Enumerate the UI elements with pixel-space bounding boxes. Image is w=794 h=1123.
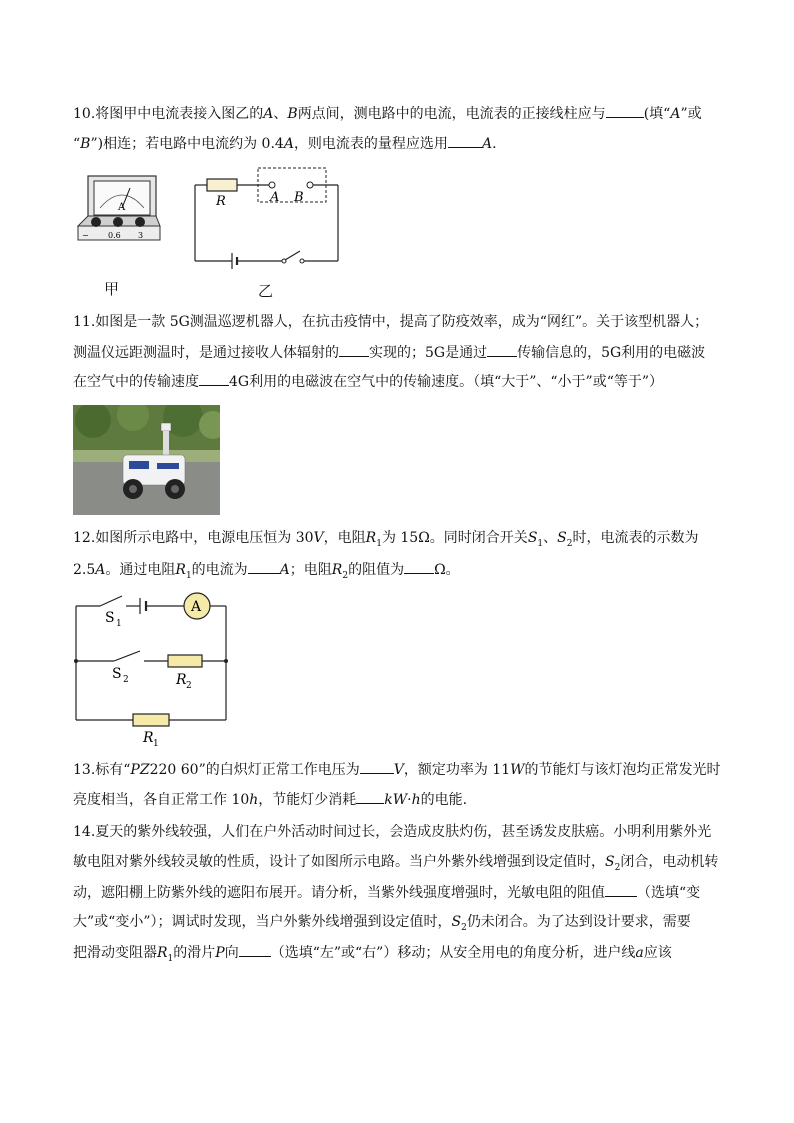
q14-line-1 bbox=[73, 822, 711, 842]
q12-text: R bbox=[365, 530, 377, 546]
q14-text: 2 bbox=[461, 922, 467, 933]
q13-text: 的节能灯与该灯泡均正常发光时 bbox=[524, 762, 721, 778]
meter-letter: A bbox=[118, 202, 126, 213]
q14-text: 把滑动变阻器 bbox=[73, 945, 157, 961]
answer-blank[interactable] bbox=[487, 342, 517, 357]
q13-text: ，额定功率为 11 bbox=[403, 762, 511, 778]
answer-blank[interactable] bbox=[339, 342, 369, 357]
q13-line-1 bbox=[73, 759, 721, 780]
switch-s1-label: S bbox=[105, 610, 115, 626]
q13-text: 13.标有“ bbox=[73, 762, 131, 778]
q12-circuit-figure bbox=[70, 590, 235, 750]
q14-text: S bbox=[451, 914, 462, 930]
q10-line-2 bbox=[73, 133, 497, 154]
q11-line-2 bbox=[73, 342, 705, 363]
resistor-r1-sub: 1 bbox=[153, 739, 159, 749]
q12-text: 为 15Ω。同时闭合开关 bbox=[381, 530, 528, 546]
q11-line-1 bbox=[73, 312, 708, 332]
q13-text: 220 60”的白炽灯正常工作电压为 bbox=[149, 762, 360, 778]
q10-text: A bbox=[283, 136, 294, 152]
q14-text: 动，遮阳棚上防紫外线的遮阳布展开。请分析，当紫外线强度增强时，光敏电阻的阻值 bbox=[73, 885, 605, 901]
q12-text: S bbox=[557, 530, 567, 546]
q11-text: 在空气中的传输速度 bbox=[73, 374, 199, 390]
q12-text: R bbox=[331, 562, 343, 578]
q13-text: 亮度相当，各自正常工作 10 bbox=[73, 792, 250, 808]
q12-text: ，电阻 bbox=[323, 530, 366, 546]
switch-s1-sub: 1 bbox=[116, 619, 122, 629]
q13-text: ，节能灯少消耗 bbox=[258, 792, 357, 808]
q12-line-1 bbox=[73, 528, 698, 554]
q14-text: 14.夏天的紫外线较强，人们在户外活动时间过长，会造成皮肤灼伤，甚至诱发皮肤癌。小明利用紫外光 bbox=[73, 824, 712, 840]
q13-text: V bbox=[393, 762, 404, 778]
q10-text: 10.将图甲中电流表接入图乙的 bbox=[73, 106, 264, 122]
q12-text: 1 bbox=[376, 538, 382, 549]
q14-text: 的滑片 bbox=[173, 945, 216, 961]
q11-text: 实现的；5G是通过 bbox=[369, 345, 488, 361]
q12-text: A bbox=[279, 562, 290, 578]
q12-text: 12.如图所示电路中，电源电压恒为 30 bbox=[73, 530, 314, 546]
q11-text: 4G利用的电磁波在空气中的传输速度。（填“大于”、“小于”或“等于”） bbox=[229, 374, 664, 390]
q12-text: 2 bbox=[342, 570, 349, 581]
q14-text: （选填“左”或“右”）移动；从安全用电的角度分析，进户线 bbox=[270, 945, 636, 961]
q11-text: 11.如图是一款 5G测温巡逻机器人，在抗击疫情中，提高了防疫效率，成为“网红”。关于该型机器人； bbox=[73, 314, 709, 330]
q12-text: 的电流为 bbox=[191, 562, 248, 578]
q11-line-3 bbox=[73, 371, 663, 392]
ammeter-figure bbox=[74, 172, 164, 247]
switch-s2-sub: 2 bbox=[123, 675, 129, 685]
terminal-label: − bbox=[82, 231, 89, 240]
q14-line-2 bbox=[73, 852, 718, 878]
point-a-label: A bbox=[270, 190, 280, 205]
q13-text: W bbox=[510, 762, 525, 778]
fig-caption-jia: 甲 bbox=[104, 280, 120, 298]
switch-s2-label: S bbox=[112, 666, 122, 682]
q10-text: ”)相连；若电路中电流约为 0.4 bbox=[90, 136, 284, 152]
answer-blank[interactable] bbox=[360, 759, 394, 774]
q12-text: ；电阻 bbox=[289, 562, 332, 578]
robot-photo bbox=[73, 405, 220, 515]
q13-text: PZ bbox=[130, 762, 150, 778]
q14-text: 大”或“变小”）；调试时发现，当户外紫外线增强到设定值时， bbox=[73, 914, 452, 930]
q10-text: (填“ bbox=[643, 106, 671, 122]
q14-line-4 bbox=[73, 912, 691, 938]
resistor-r2-label: R bbox=[176, 672, 187, 688]
q10-text: “ bbox=[73, 136, 81, 152]
answer-blank[interactable] bbox=[239, 942, 271, 957]
q12-text: 2 bbox=[566, 538, 573, 549]
resistor-r1-label: R bbox=[143, 730, 154, 746]
q10-text: . bbox=[492, 136, 497, 152]
q12-text: 、 bbox=[543, 530, 558, 546]
q14-text: 应该 bbox=[643, 945, 672, 961]
q10-text: 两点间，测电路中的电流，电流表的正接线柱应与 bbox=[297, 106, 606, 122]
circuit-yi-figure bbox=[190, 165, 350, 275]
answer-blank[interactable] bbox=[606, 103, 644, 118]
q12-text: 时，电流表的示数为 bbox=[572, 530, 699, 546]
q10-text: B bbox=[287, 106, 298, 122]
terminal-label: 0.6 bbox=[108, 231, 121, 240]
q14-line-5 bbox=[73, 942, 672, 969]
q12-text: A bbox=[95, 562, 106, 578]
q10-text: ，则电流表的量程应选用 bbox=[293, 136, 448, 152]
q12-text: S bbox=[527, 530, 538, 546]
q14-text: 1 bbox=[167, 953, 174, 964]
answer-blank[interactable] bbox=[199, 371, 229, 386]
q12-text: 1 bbox=[537, 538, 544, 549]
q14-line-3 bbox=[73, 882, 700, 903]
q14-text: a bbox=[635, 945, 644, 961]
q14-text: 敏电阻对紫外线较灵敏的性质，设计了如图所示电路。当户外紫外线增强到设定值时， bbox=[73, 854, 605, 870]
q13-text: kW·h bbox=[384, 792, 421, 808]
q10-line-1 bbox=[73, 103, 702, 124]
q10-text: ”或 bbox=[680, 106, 702, 122]
resistor-label: R bbox=[216, 194, 226, 209]
q12-text: 2.5 bbox=[73, 562, 96, 578]
q12-line-2 bbox=[73, 559, 460, 586]
q10-text: B bbox=[80, 136, 91, 152]
q14-text: 向 bbox=[224, 945, 239, 961]
q12-text: 1 bbox=[185, 570, 192, 581]
resistor-r2-sub: 2 bbox=[186, 681, 192, 691]
q14-text: P bbox=[215, 945, 225, 961]
fig-caption-yi: 乙 bbox=[258, 282, 274, 300]
q12-text: 的阻值为 bbox=[348, 562, 405, 578]
q14-text: R bbox=[157, 945, 168, 961]
q10-text: 、 bbox=[273, 106, 288, 122]
answer-blank[interactable] bbox=[356, 789, 384, 804]
answer-blank[interactable] bbox=[448, 133, 482, 148]
q11-text: 传输信息的，5G利用的电磁波 bbox=[517, 345, 706, 361]
q10-text: A bbox=[263, 106, 274, 122]
q12-text: Ω。 bbox=[434, 562, 460, 578]
answer-blank[interactable] bbox=[404, 559, 434, 574]
answer-blank[interactable] bbox=[605, 882, 637, 897]
q12-text: R bbox=[175, 562, 186, 578]
terminal-label: 3 bbox=[138, 231, 144, 240]
q10-text: A bbox=[481, 136, 493, 152]
q14-text: （选填“变 bbox=[637, 885, 701, 901]
q11-text: 测温仪远距测温时，是通过接收人体辐射的 bbox=[73, 345, 339, 361]
q13-text: h bbox=[249, 792, 259, 808]
q13-line-2 bbox=[73, 789, 467, 810]
q12-text: 。通过电阻 bbox=[105, 562, 176, 578]
q14-text: 仍未闭合。为了达到设计要求，需要 bbox=[466, 914, 691, 930]
q13-text: 的电能. bbox=[420, 792, 468, 808]
q12-text: V bbox=[313, 530, 324, 546]
point-b-label: B bbox=[294, 190, 304, 205]
ammeter-label: A bbox=[191, 599, 202, 615]
q14-text: S bbox=[605, 854, 615, 870]
answer-blank[interactable] bbox=[248, 559, 280, 574]
q10-text: A bbox=[670, 106, 681, 122]
q14-text: 2 bbox=[614, 862, 621, 873]
q14-text: 闭合，电动机转 bbox=[620, 854, 719, 870]
